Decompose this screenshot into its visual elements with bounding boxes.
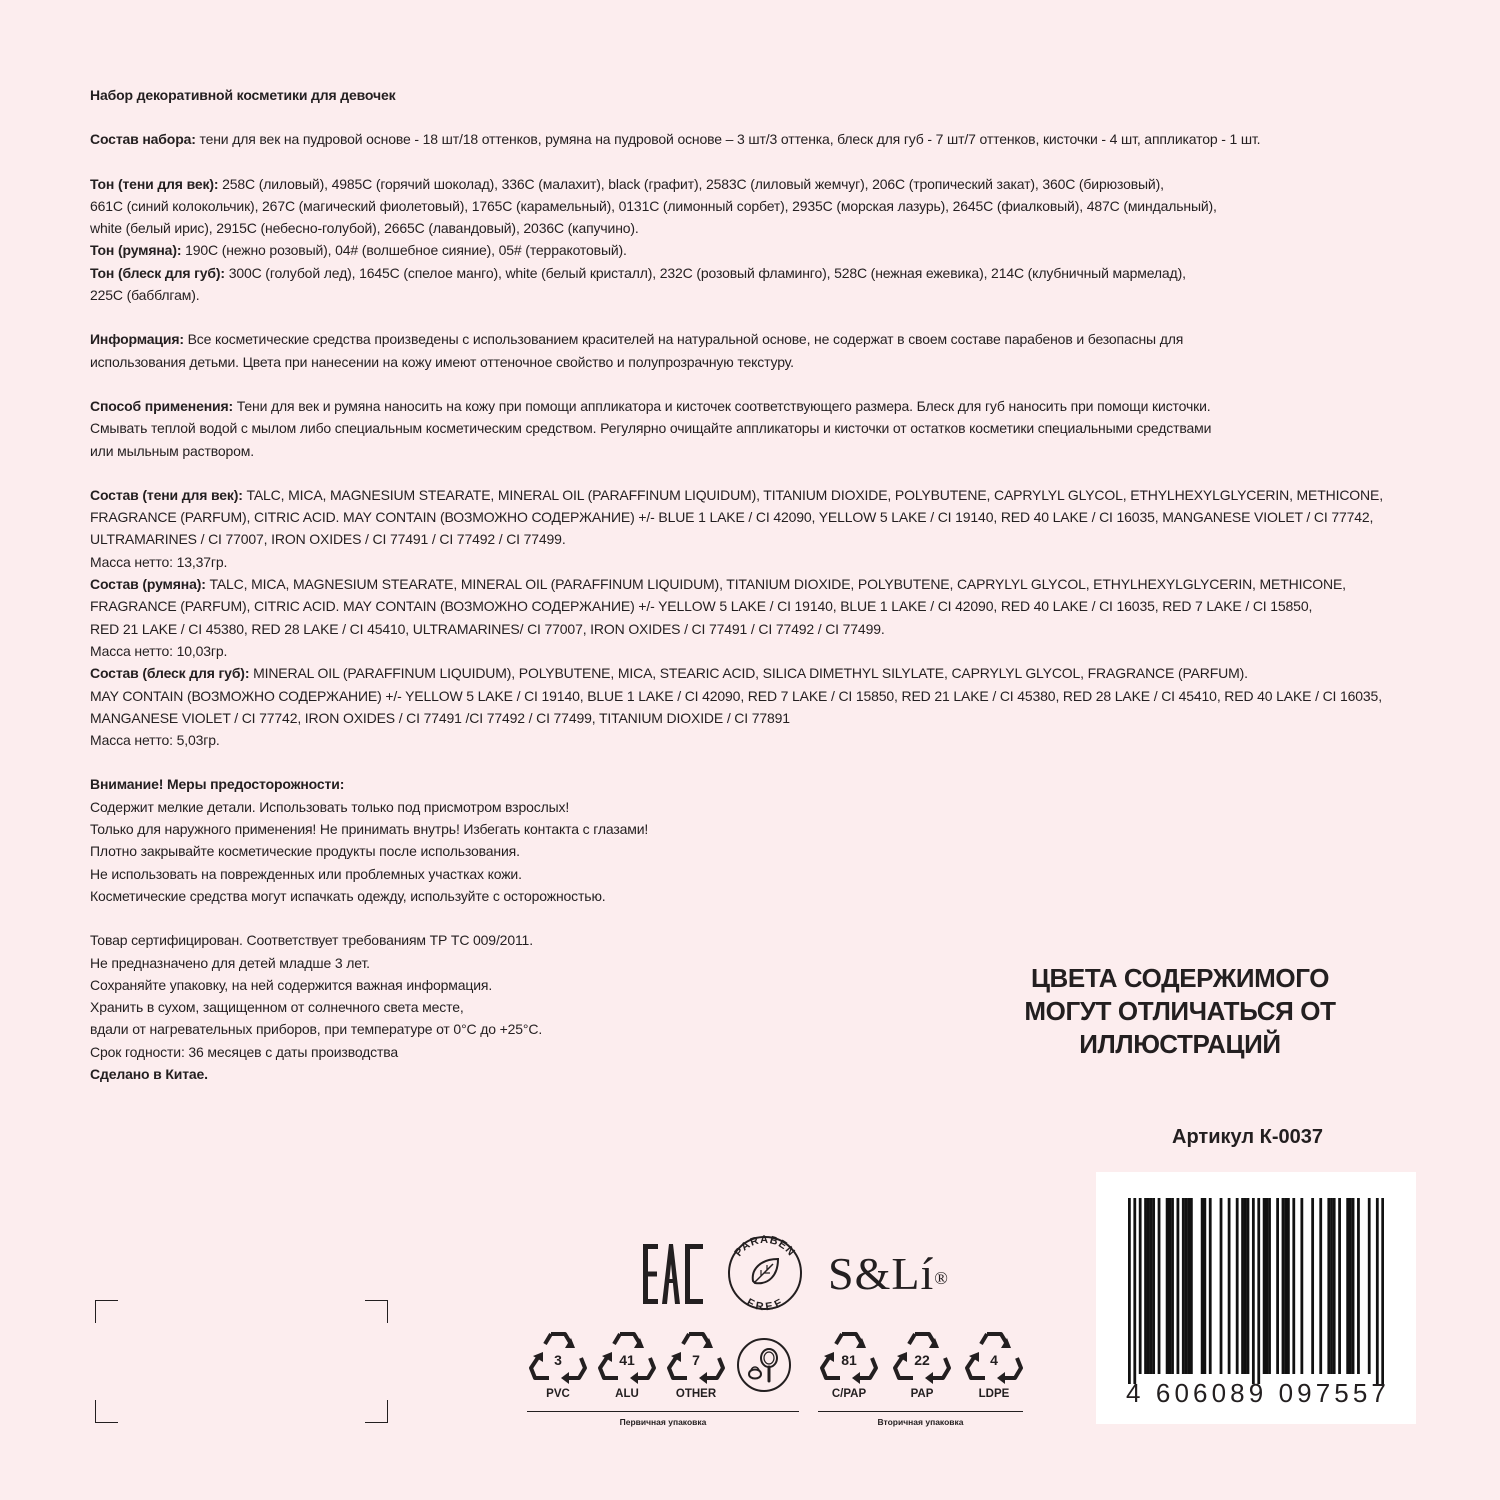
barcode-bar (1220, 1198, 1223, 1374)
barcode-bar (1333, 1198, 1336, 1374)
barcode-bar (1282, 1198, 1285, 1374)
barcode-bar (1268, 1198, 1271, 1374)
cosmetic-mirror-icon (735, 1336, 793, 1394)
barcode-bar (1352, 1198, 1355, 1374)
barcode-bar (1357, 1198, 1360, 1374)
barcode (1096, 1172, 1416, 1424)
barcode-bar (1150, 1198, 1153, 1374)
barcode-bar (1252, 1198, 1255, 1384)
barcode-bar (1376, 1198, 1379, 1384)
barcode-bar (1203, 1198, 1206, 1374)
warning-section: Внимание! Меры предосторожности: Содержит мелкие детали. Использовать только под присмотром взрослых! Только для наружного применения! Не принимать внутрь! Избегать контакта с глазами! Плотно закрывайте косметические продукты после использования. Не использовать на поврежденных или проблемных участках кожи. Косметические средства могут испачкать одежду, используйте с осторожностью. (90, 776, 649, 904)
barcode-bar (1236, 1198, 1239, 1374)
barcode-bar (1319, 1198, 1322, 1374)
barcode-bar (1287, 1198, 1290, 1374)
color-disclaimer: ЦВЕТА СОДЕРЖИМОГО МОГУТ ОТЛИЧАТЬСЯ ОТ ИЛЛЮСТРАЦИЙ (1024, 963, 1336, 1059)
certification-section: Товар сертифицирован. Соответствует требованиям ТР ТС 009/2011. Не предназначено для детей младше 3 лет. Сохраняйте упаковку, на ней содержится важная информация. Хранить в сухом, защищенном от солнечного света месте, вдали от нагревательных приборов, при температуре от 0°С до +25°С. Срок годности: 36 месяцев с даты производства Сделано в Китае. (90, 932, 543, 1082)
barcode-bar (1144, 1198, 1147, 1374)
paraben-label: PARABEN (732, 1233, 798, 1259)
barcode-digits: 4 606089 097557 (1126, 1378, 1390, 1408)
barcode-bar (1338, 1198, 1341, 1374)
barcode-bar (1265, 1198, 1268, 1374)
eac-icon (643, 1244, 705, 1304)
barcode-bar (1247, 1198, 1250, 1374)
barcode-bar (1311, 1198, 1314, 1374)
brand-logo: S&Lí® (828, 1248, 949, 1299)
paraben-free-icon (723, 1231, 807, 1315)
tones-section: Тон (тени для век): 258C (лиловый), 4985C (горячий шоколад), 336C (малахит), black (графит), 2583C (лиловый жемчуг), 206C (тропический закат), 360C (бирюзовый), 661C (синий колокольчик), 267C (магический фиолетовый), 1765C (карамельный), 0131C (лимонный сорбет), 2935C (морская лазурь), 2645C (фиалковый), 487C (миндальный), white (белый ирис), 2915C (небесно-голубой), 2665C (лавандовый), 2036C (капучино). Тон (румяна): 190C (нежно розовый), 04# (волшебное сияние), 05# (терракотовый). Тон (блеск для губ): 300C (голубой лед), 1645C (спелое манго), white (белый кристалл), 232C (розовый фламинго), 528C (нежная ежевика), 214C (клубничный мармелад), 225C (бабблгам). (90, 175, 1217, 304)
recycle-pap: 22 PAP (891, 1328, 953, 1398)
primary-packaging-line (527, 1411, 799, 1412)
barcode-bar (1182, 1198, 1185, 1374)
barcode-bar (1133, 1198, 1136, 1384)
barcode-bar (1300, 1198, 1303, 1374)
barcode-bar (1171, 1198, 1174, 1374)
free-label: FREE (744, 1296, 786, 1314)
barcode-icon (1128, 1198, 1384, 1384)
recycle-cpap: 81 C/PAP (818, 1328, 880, 1398)
kit-contents: Состав набора: тени для век на пудровой основе - 18 шт/18 оттенков, румяна на пудровой основе – 3 шт/3 оттенка, блеск для губ - 7 шт/7 оттенков, кисточки - 4 шт, аппликатор - 1 шт. (90, 131, 1261, 148)
svg-text:FREE (744, 1296, 785, 1313)
secondary-packaging-label: Вторичная упаковка (877, 1417, 964, 1427)
barcode-bar (1327, 1198, 1330, 1374)
barcode-bar (1147, 1198, 1150, 1374)
barcode-bar (1276, 1198, 1279, 1374)
barcode-bar (1241, 1198, 1244, 1374)
barcode-bar (1292, 1198, 1295, 1374)
barcode-bar (1209, 1198, 1212, 1374)
barcode-bar (1244, 1198, 1247, 1374)
barcode-bar (1349, 1198, 1352, 1374)
label-text-block (90, 84, 1430, 1085)
info-section: Информация: Все косметические средства произведены с использованием красителей на натуральной основе, не содержат в своем составе парабенов и безопасны для использования детьми. Цвета при нанесении на кожу имеют оттеночное свойство и полупрозрачную текстуру. (90, 331, 1184, 370)
crop-mark-top-left (95, 1300, 118, 1323)
barcode-bar (1190, 1198, 1193, 1374)
barcode-bar (1346, 1198, 1349, 1374)
crop-mark-bottom-right (365, 1400, 388, 1423)
barcode-bar (1187, 1198, 1190, 1374)
article-number: Артикул К-0037 (1172, 1126, 1323, 1148)
barcode-bar (1128, 1198, 1131, 1384)
composition-section: Состав (тени для век): TALC, MICA, MAGNESIUM STEARATE, MINERAL OIL (PARAFFINUM LIQUIDUM), TITANIUM DIOXIDE, POLYBUTENE, CAPRYLYL GLYCOL, ETHYLHEXYLGLYCERIN, METHICONE, FRAGRANCE (PARFUM), CITRIC ACID. MAY CONTAIN (ВОЗМОЖНО СОДЕРЖАНИЕ) +/- BLUE 1 LAKE / CI 42090, YELLOW 5 LAKE / CI 19140, RED 40 LAKE / CI 16035, MANGANESE VIOLET / CI 77742, ULTRAMARINES / CI 77007, IRON OXIDES / CI 77491 / CI 77492 / CI 77499. Масса нетто: 13,37гр. Состав (румяна): TALC, MICA, MAGNESIUM STEARATE, MINERAL OIL (PARAFFINUM LIQUIDUM), TITANIUM DIOXIDE, POLYBUTENE, CAPRYLYL GLYCOL, ETHYLHEXYLGLYCERIN, METHICONE, FRAGRANCE (PARFUM), CITRIC ACID. MAY CONTAIN (ВОЗМОЖНО СОДЕРЖАНИЕ) +/- YELLOW 5 LAKE / CI 19140, BLUE 1 LAKE / CI 42090, RED 40 LAKE / CI 16035, RED 7 LAKE / CI 15850, RED 21 LAKE / CI 45380, RED 28 LAKE / CI 45410, ULTRAMARINES/ CI 77007, IRON OXIDES / CI 77491 / CI 77492 / CI 77499. Масса нетто: 10,03гр. Состав (блеск для губ): MINERAL OIL (PARAFFINUM LIQUIDUM), POLYBUTENE, MICA, STEARIC ACID, SILICA DIMETHYL SILYLATE, CAPRYLYL GLYCOL, FRAGRANCE (PARFUM). MAY CONTAIN (ВОЗМОЖНО СОДЕРЖАНИЕ) +/- YELLOW 5 LAKE / CI 19140, BLUE 1 LAKE / CI 42090, RED 7 LAKE / CI 15850, RED 21 LAKE / CI 45380, RED 28 LAKE / CI 45410, RED 40 LAKE / CI 16035, MANGANESE VIOLET / CI 77742, IRON OXIDES / CI 77491 /CI 77492 / CI 77499, TITANIUM DIOXIDE / CI 77891 Масса нетто: 5,03гр. (90, 486, 1383, 749)
barcode-bar (1185, 1198, 1188, 1374)
barcode-bar (1228, 1198, 1231, 1374)
recycle-pvc: 3 PVC (527, 1328, 589, 1398)
secondary-packaging-line (818, 1411, 1023, 1412)
usage-section: Способ применения: Тени для век и румяна наносить на кожу при помощи аппликатора и кисточек соответствующего размера. Блеск для губ наносить при помощи кисточки. Смывать теплой водой с мылом либо специальным косметическим средством. Регулярно очищайте аппликаторы и кисточки от остатков косметики специальными средствами или мыльным раствором. (90, 397, 1212, 459)
barcode-bar (1284, 1198, 1287, 1374)
barcode-bar (1152, 1198, 1155, 1374)
barcode-bar (1177, 1198, 1180, 1374)
barcode-bar (1168, 1198, 1171, 1374)
crop-mark-bottom-left (95, 1400, 118, 1423)
barcode-bar (1166, 1198, 1169, 1374)
barcode-bar (1201, 1198, 1204, 1374)
barcode-bar (1381, 1198, 1384, 1384)
barcode-bar (1263, 1198, 1266, 1374)
barcode-bar (1158, 1198, 1161, 1374)
barcode-bar (1330, 1198, 1333, 1374)
barcode-bar (1139, 1198, 1142, 1374)
crop-mark-top-right (365, 1300, 388, 1323)
recycle-alu: 41 ALU (596, 1328, 658, 1398)
primary-packaging-label: Первичная упаковка (619, 1417, 707, 1427)
recycle-other: 7 OTHER (665, 1328, 727, 1398)
barcode-bar (1257, 1198, 1260, 1384)
recycle-ldpe: 4 LDPE (963, 1328, 1025, 1398)
product-title: Набор декоративной косметики для девочек (90, 87, 396, 103)
barcode-bar (1368, 1198, 1371, 1374)
made-in: Сделано в Китае. (90, 1065, 208, 1082)
